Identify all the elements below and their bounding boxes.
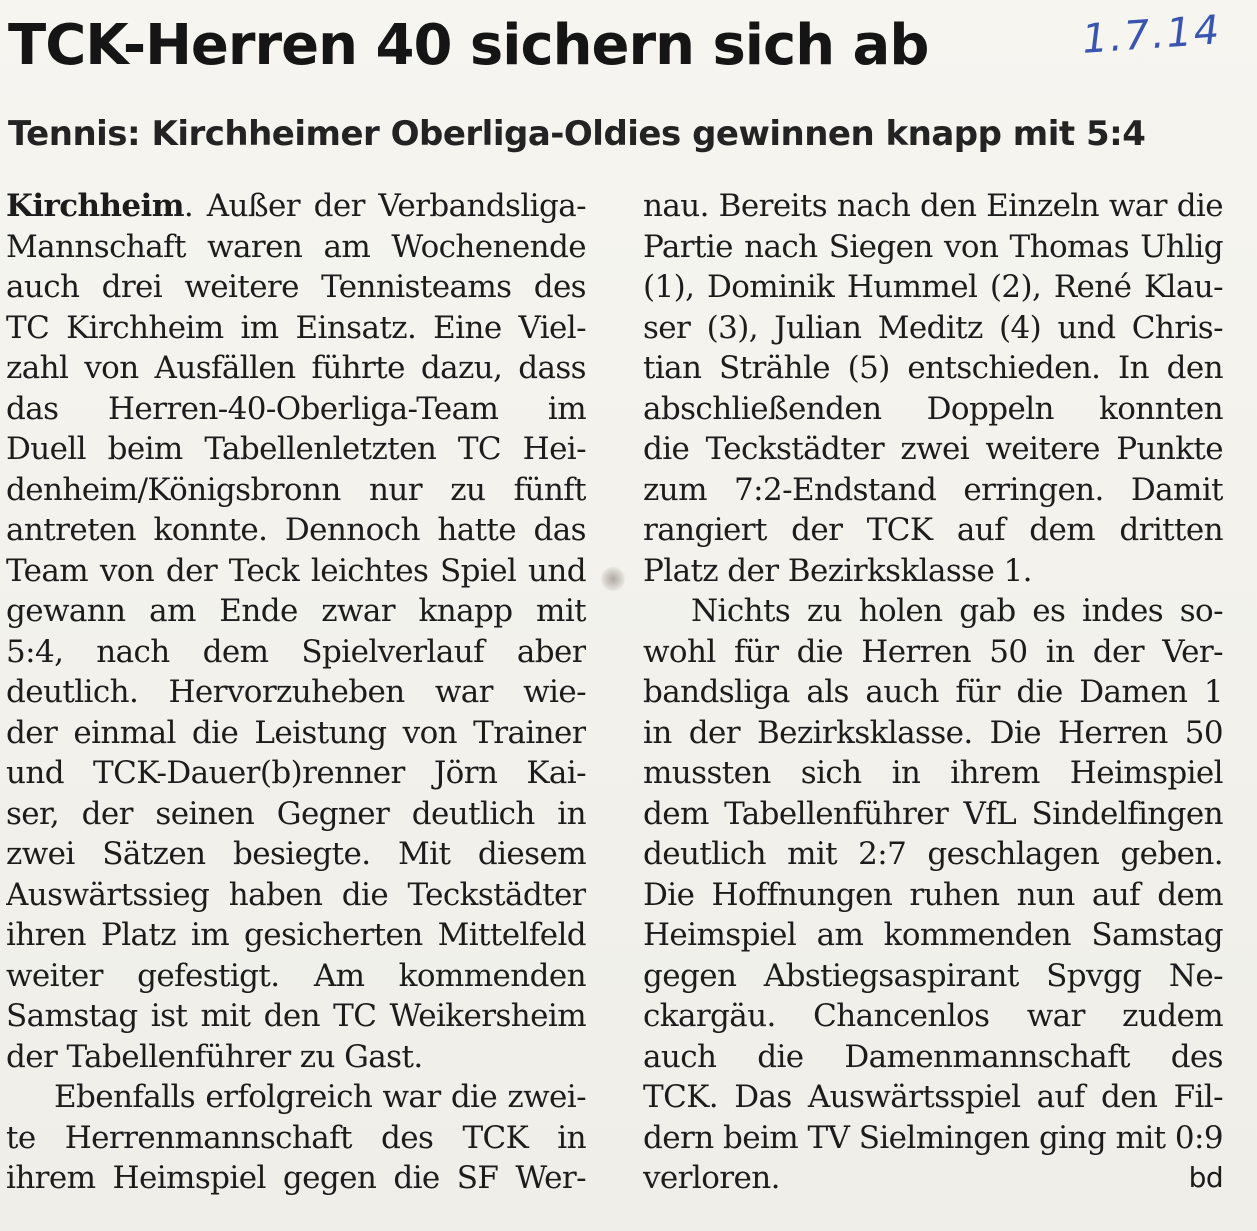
left-column <box>6 186 586 1199</box>
text-line: zum 7:2-Endstand erringen. Damit <box>643 471 1223 508</box>
text-line: weiter gefestigt. Am kommenden <box>6 957 586 994</box>
text-line: tian Strähle (5) entschieden. In den <box>643 350 1223 386</box>
text-line: das Herren-40-Oberliga-Team im <box>6 390 586 427</box>
text-line: abschließenden Doppeln konnten <box>643 390 1223 427</box>
text-line: deutlich. Hervorzuheben war wie- <box>6 674 586 710</box>
text-line: Die Hoffnungen ruhen nun auf dem <box>643 876 1223 913</box>
text-line: Samstag ist mit den TC Weikersheim <box>6 998 586 1034</box>
text-line: wohl für die Herren 50 in der Ver- <box>643 633 1223 670</box>
text-line: zahl von Ausfällen führte dazu, dass <box>6 350 586 386</box>
text-line: Nichts zu holen gab es indes so- <box>691 593 1223 629</box>
handwritten-date: 1.7.14 <box>1080 7 1223 63</box>
text-line: dem Tabellenführer VfL Sindelfingen <box>643 795 1223 832</box>
text-line: bandsliga als auch für die Damen 1 <box>643 674 1223 710</box>
text-line: in der Bezirksklasse. Die Herren 50 <box>643 714 1223 751</box>
dateline: Kirchheim <box>6 188 184 224</box>
text-line: TC Kirchheim im Einsatz. Eine Viel- <box>6 309 586 346</box>
text-line: der Tabellenführer zu Gast. <box>6 1038 423 1075</box>
text-line: Duell beim Tabellenletzten TC Hei- <box>6 431 586 467</box>
text-line: (1), Dominik Hummel (2), René Klau- <box>643 269 1223 305</box>
text-line: Partie nach Siegen von Thomas Uhlig <box>643 228 1223 265</box>
text-line: Ebenfalls erfolgreich war die zwei- <box>54 1079 586 1115</box>
text-line: ihren Platz im gesicherten Mittelfeld <box>6 917 586 953</box>
subheadline: Tennis: Kirchheimer Oberliga-Oldies gewinnen knapp mit 5:4 <box>8 114 1146 154</box>
text-line: auch die Damenmannschaft des <box>643 1038 1223 1075</box>
text-line: te Herrenmannschaft des TCK in <box>6 1119 586 1156</box>
text-line: denheim/Königsbronn nur zu fünft <box>6 471 586 508</box>
text-line: ihrem Heimspiel gegen die SF Wer- <box>6 1160 586 1196</box>
text-line: mussten sich in ihrem Heimspiel <box>643 755 1223 791</box>
text-line: ser, der seinen Gegner deutlich in <box>6 795 586 832</box>
text-line: nau. Bereits nach den Einzeln war die <box>643 188 1223 224</box>
smudge-mark <box>600 566 626 592</box>
text-line: ser (3), Julian Meditz (4) und Chris- <box>643 309 1223 346</box>
byline: bd <box>1188 1161 1223 1194</box>
text-line: deutlich mit 2:7 geschlagen geben. <box>643 836 1223 872</box>
text-line: TCK. Das Auswärtsspiel auf den Fil- <box>643 1079 1223 1115</box>
text-line: die Teckstädter zwei weitere Punkte <box>643 431 1223 467</box>
text-line: gewann am Ende zwar knapp mit <box>6 593 586 629</box>
text-line: antreten konnte. Dennoch hatte das <box>6 512 586 548</box>
text-line: 5:4, nach dem Spielverlauf aber <box>6 633 586 670</box>
text-line: auch drei weitere Tennisteams des <box>6 269 586 305</box>
text-line: zwei Sätzen besiegte. Mit diesem <box>6 836 586 872</box>
last-line-row <box>643 1158 1223 1199</box>
text-line: ckargäu. Chancenlos war zudem <box>643 998 1223 1034</box>
text-line: der einmal die Leistung von Trainer <box>6 714 586 751</box>
headline: TCK-Herren 40 sichern sich ab <box>8 13 929 78</box>
text-line: Mannschaft waren am Wochenende <box>6 228 586 265</box>
text-line: Team von der Teck leichtes Spiel und <box>6 552 586 589</box>
text-line: Platz der Bezirksklasse 1. <box>643 552 1032 589</box>
text-line: dern beim TV Sielmingen ging mit 0:9 <box>643 1119 1223 1156</box>
text-line: Heimspiel am kommenden Samstag <box>643 917 1223 953</box>
text-line: Kirchheim. Außer der Verbandsliga- <box>6 188 586 224</box>
text-line: rangiert der TCK auf dem dritten <box>643 512 1223 548</box>
right-column <box>643 186 1223 1199</box>
text-line: verloren. <box>643 1160 780 1196</box>
text-line: gegen Abstiegsaspirant Spvgg Ne- <box>643 957 1223 994</box>
text-line: Auswärtssieg haben die Teckstädter <box>6 876 586 913</box>
text-line: und TCK-Dauer(b)renner Jörn Kai- <box>6 755 586 791</box>
